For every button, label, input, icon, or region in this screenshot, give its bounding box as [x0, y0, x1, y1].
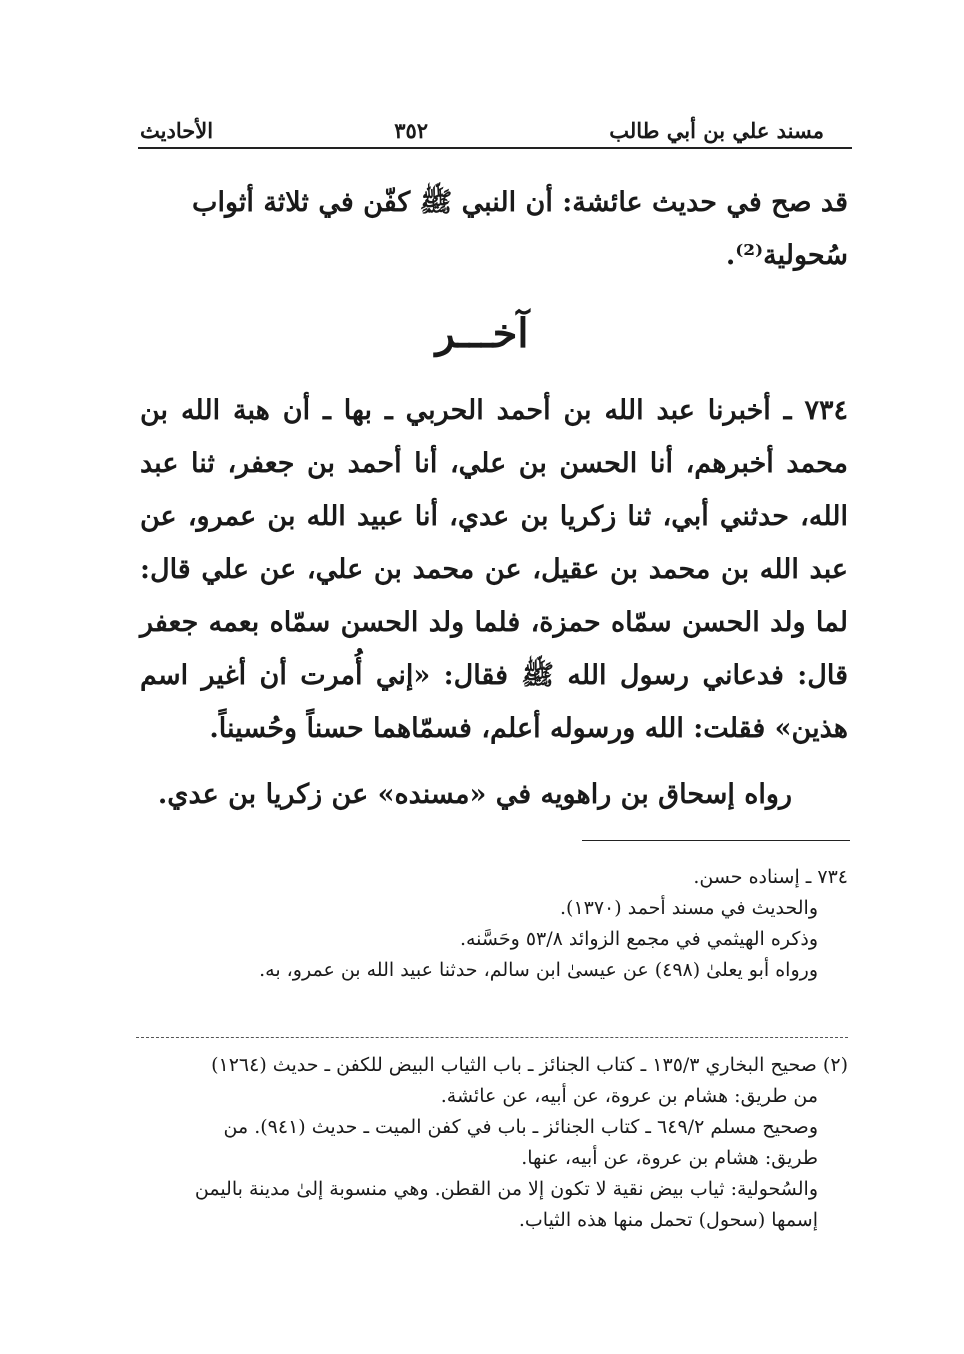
book-title: مسند علي بن أبي طالب [609, 117, 824, 143]
page-number: ٣٥٢ [394, 117, 429, 143]
footnote-line: ورواه أبو يعلىٰ (٤٩٨) عن عيسىٰ ابن سالم، حدثنا عبيد الله بن عمرو، به. [259, 959, 818, 981]
footnote-line: إسمها (سحول) تحمل منها هذه الثياب. [518, 1209, 818, 1231]
footnote-line: والسُحولية: ثياب بيض نقية لا تكون إلا من القطن. وهي منسوبة إلىٰ مدينة باليمن [194, 1178, 818, 1200]
intro-line-2: سُحولية⁽²⁾. [725, 240, 848, 271]
hadith-number: ٧٣٤ [804, 395, 849, 426]
footnote-line: وذكره الهيثمي في مجمع الزوائد ٥٣/٨ وحَسَّنه. [459, 928, 818, 950]
intro-line-1: قد صح في حديث عائشة: أن النبي ﷺ كفّن في ثلاثة أثواب [192, 187, 848, 218]
hadith-text: ـ أخبرنا عبد الله بن أحمد الحربي ـ بها ـ أن هبة الله بن محمد أخبرهم، أنا الحسن بن علي، أنا أحمد بن جعفر، ثنا عبد الله، حدثني أبي، ثنا زكريا بن عدي، أنا عبيد الله بن عمرو، عن عبد الله بن محمد بن عقيل، عن محمد بن علي، عن علي قال: لما ولد الحسن سمّاه حمزة، فلما ولد الحسن سمّاه بعمه جعفر قال: فدعاني رسول الله ﷺ فقال: «إني أُمرت أن أغير اسم هذين» فقلت: الله ورسوله أعلم، فسمّاهما حسناً وحُسيناً. [140, 395, 848, 744]
footnote-734 [140, 862, 848, 986]
section-title: آخـــر [435, 310, 529, 357]
footnote-line: طريق: هشام بن عروة، عن أبيه، عنها. [521, 1147, 818, 1169]
footnote-rule [582, 840, 850, 841]
hadith-paragraph [140, 384, 848, 755]
section-name: الأحاديث [140, 117, 214, 143]
footnote-line: والحديث في مسند أحمد (١٣٧٠). [559, 897, 818, 919]
footnote-line: (٢) صحيح البخاري ١٣٥/٣ ـ كتاب الجنائز ـ باب الثياب البيض للكفن ـ حديث (١٢٦٤) [211, 1054, 848, 1076]
footnote-2 [140, 1050, 848, 1236]
running-header [140, 112, 824, 148]
footnote-line: من طريق: هشام بن عروة، عن أبيه، عن عائشة. [440, 1085, 818, 1107]
footnote-line: وصحيح مسلم ٦٤٩/٢ ـ كتاب الجنائز ـ باب في كفن الميت ـ حديث (٩٤١). من [223, 1116, 818, 1138]
riwaya-line: رواه إسحاق بن راهويه في «مسنده» عن زكريا بن عدي. [157, 779, 792, 810]
header-rule [138, 147, 852, 149]
intro-paragraph [140, 176, 848, 282]
footnote-line: ٧٣٤ ـ إسناده حسن. [693, 866, 848, 888]
footnote-separator [136, 1037, 848, 1038]
